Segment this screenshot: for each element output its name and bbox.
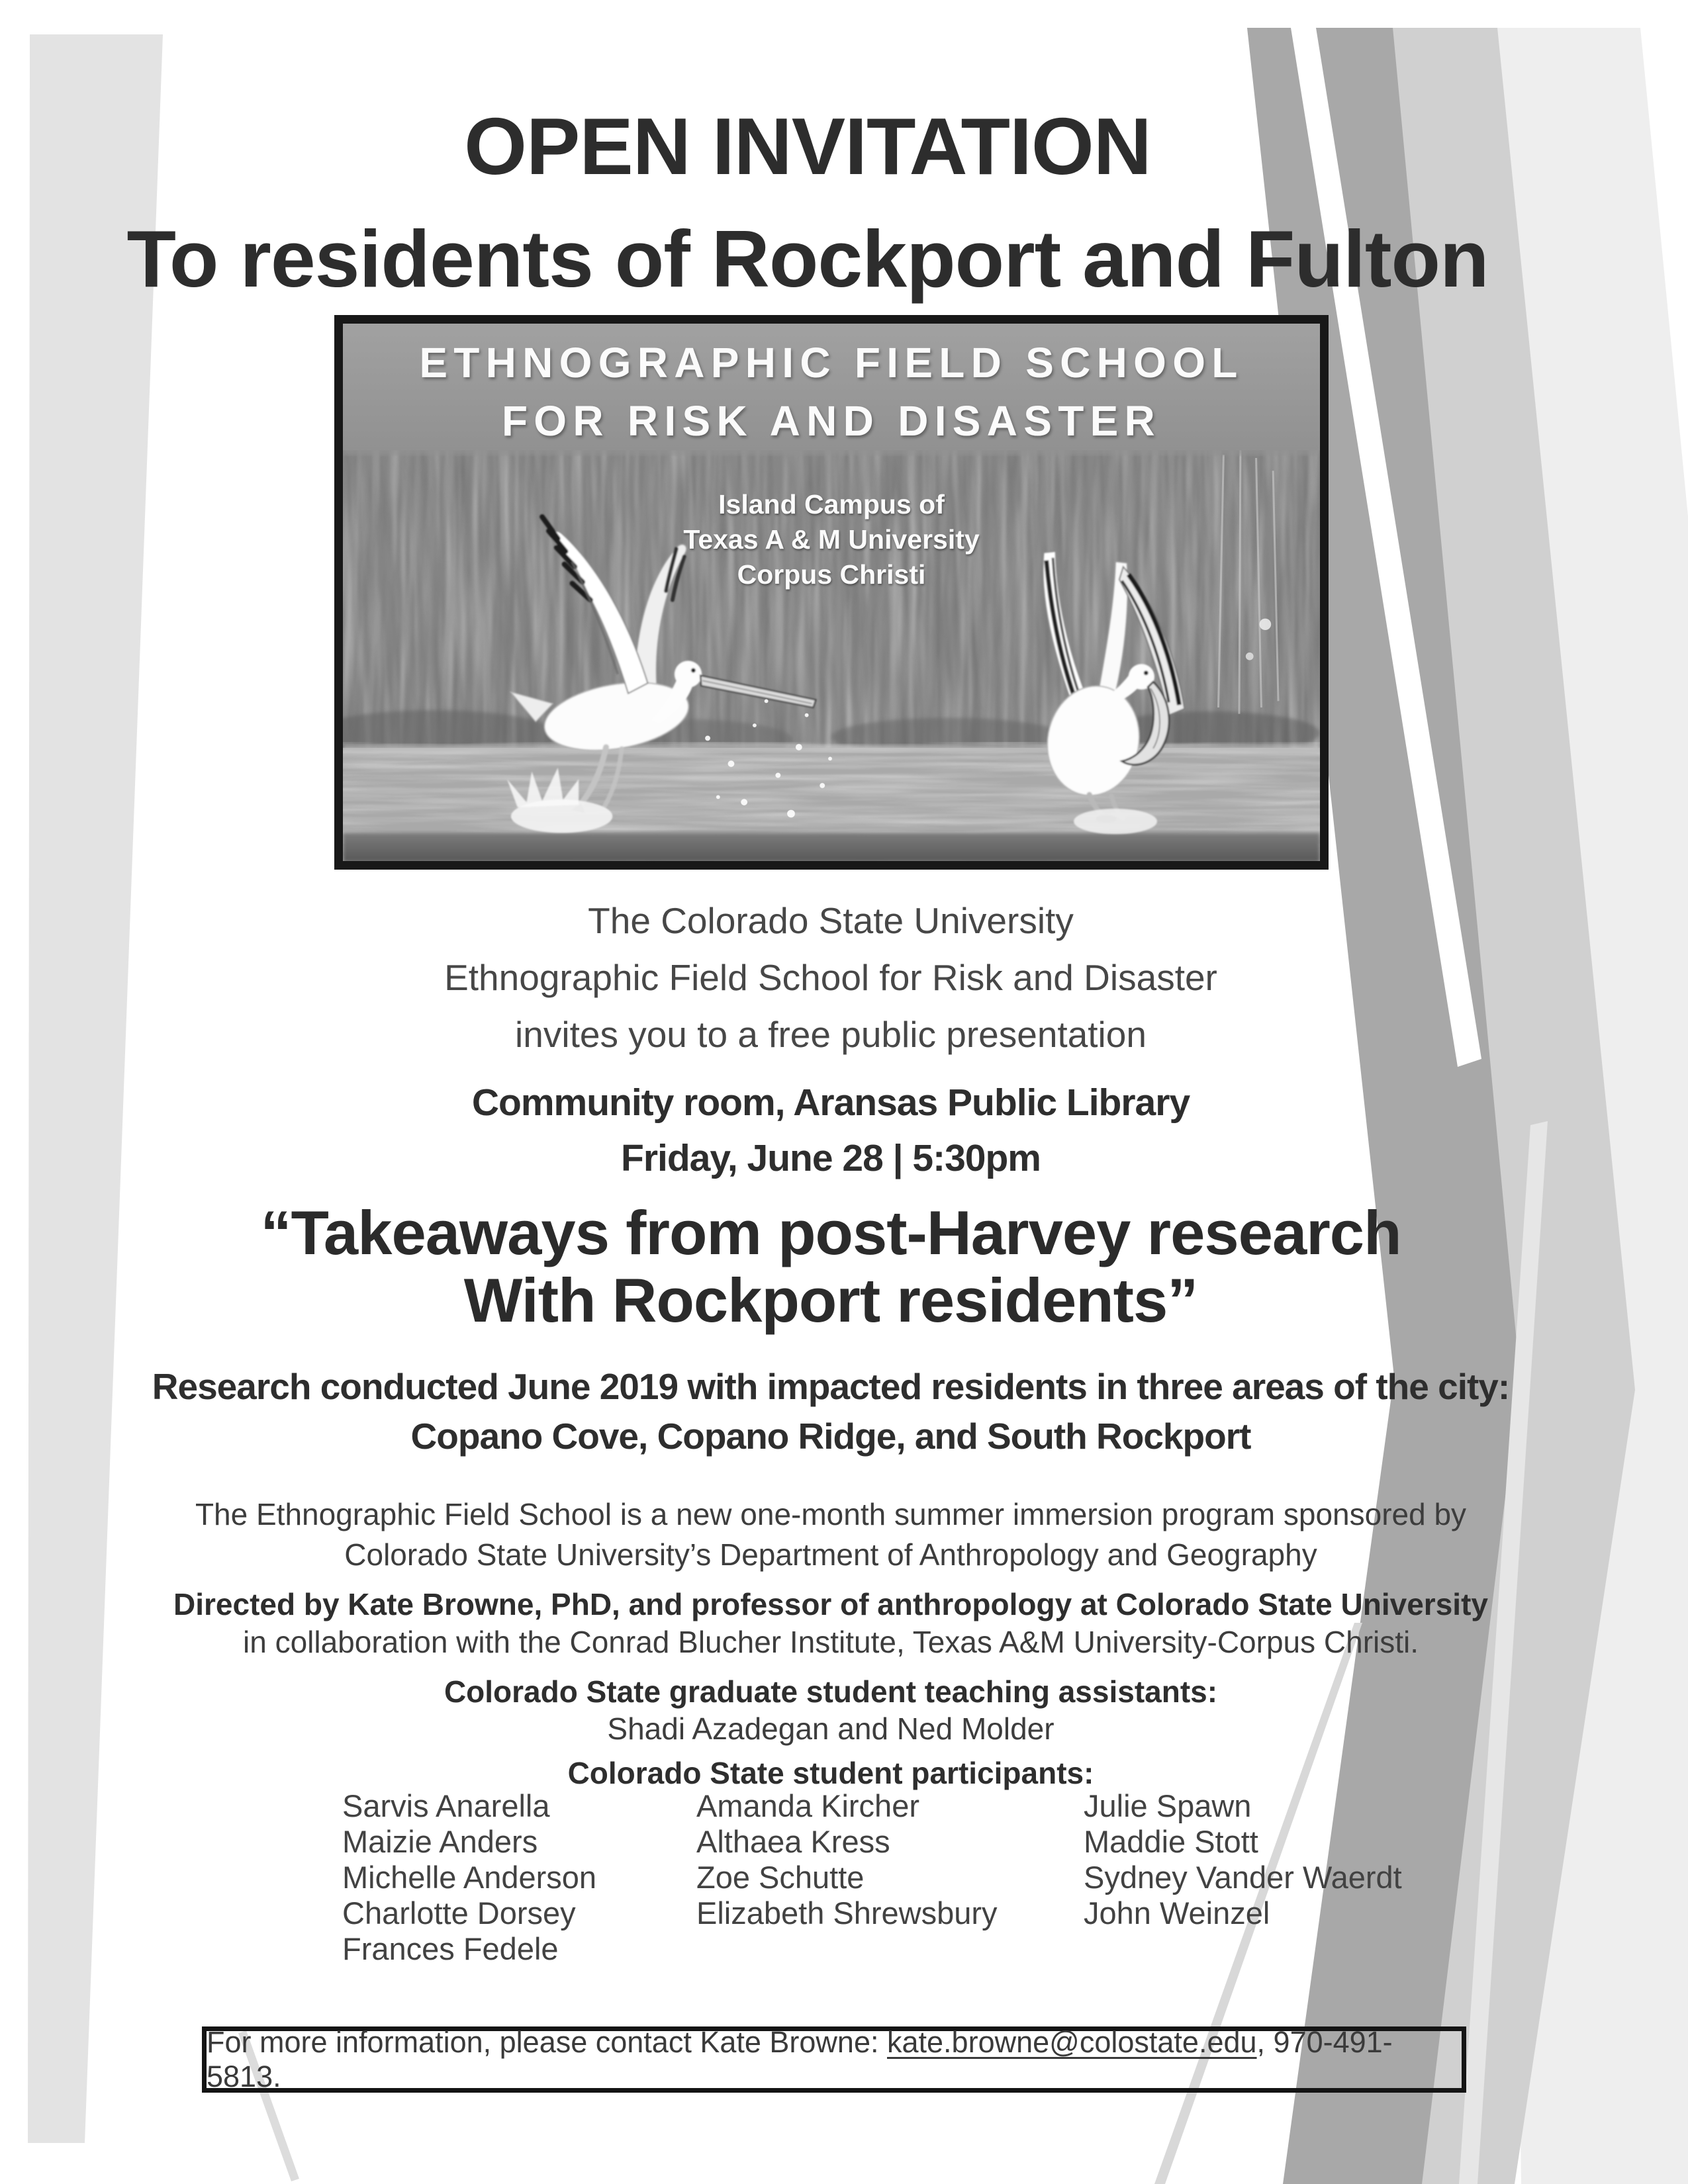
- participant-name: Elizabeth Shrewsbury: [696, 1895, 998, 1931]
- email-link[interactable]: kate.browne@colostate.edu: [887, 2025, 1257, 2059]
- teaching-assistants: [119, 1673, 1542, 1747]
- event-photo: [334, 315, 1329, 870]
- title-line1: OPEN INVITATION: [464, 101, 1151, 191]
- contact-box: [202, 2026, 1466, 2093]
- photo-banner-line1: ETHNOGRAPHIC FIELD SCHOOL: [419, 339, 1244, 387]
- participant-name: Frances Fedele: [342, 1931, 559, 1966]
- participants-column-2: [696, 1788, 998, 1931]
- photo-campus-line3: Corpus Christi: [737, 559, 926, 590]
- directed-by: [119, 1586, 1542, 1661]
- intro-line1: The Colorado State University: [588, 900, 1074, 941]
- research-summary: [119, 1362, 1542, 1461]
- quote-line2: With Rockport residents”: [463, 1265, 1198, 1335]
- contact-text-after: , 970-491-5813.: [207, 2025, 1393, 2093]
- participants-column-1: [342, 1788, 596, 1967]
- title-line2: To residents of Rockport and Fulton: [126, 214, 1489, 304]
- research-line2: Copano Cove, Copano Ridge, and South Rockport: [410, 1416, 1251, 1457]
- collaboration-line: in collaboration with the Conrad Blucher Institute, Texas A&M University-Corpus Christi.: [242, 1625, 1419, 1659]
- intro-line3: invites you to a free public presentation: [515, 1014, 1147, 1055]
- program-line1: The Ethnographic Field School is a new one-month summer immersion program sponsored by: [195, 1497, 1467, 1531]
- participant-name: John Weinzel: [1084, 1895, 1270, 1931]
- flyer-title: [0, 91, 1615, 314]
- assistants-heading: Colorado State graduate student teaching assistants:: [444, 1674, 1218, 1709]
- participant-name: Michelle Anderson: [342, 1860, 597, 1895]
- participant-name: Maizie Anders: [342, 1824, 538, 1859]
- venue-text: [119, 1075, 1542, 1186]
- photo-campus-line1: Island Campus of: [718, 489, 945, 520]
- contact-text: [207, 2025, 1462, 2094]
- research-line1: Research conducted June 2019 with impacted residents in three areas of the city:: [152, 1366, 1510, 1407]
- program-line2: Colorado State University’s Department of Anthropology and Geography: [344, 1537, 1317, 1572]
- presentation-title: [119, 1199, 1542, 1334]
- participant-name: Maddie Stott: [1084, 1824, 1258, 1859]
- participants-heading: Colorado State student participants:: [567, 1756, 1094, 1790]
- venue-line1: Community room, Aransas Public Library: [471, 1081, 1190, 1124]
- program-description: [119, 1494, 1542, 1575]
- participant-name: Sydney Vander Waerdt: [1084, 1860, 1402, 1895]
- venue-line2: Friday, June 28 | 5:30pm: [621, 1137, 1041, 1179]
- participant-name: Charlotte Dorsey: [342, 1895, 576, 1931]
- directed-bold-line: Directed by Kate Browne, PhD, and professor of anthropology at Colorado State University: [173, 1587, 1488, 1621]
- photo-campus-line2: Texas A & M University: [683, 524, 980, 555]
- participants-heading-block: [119, 1755, 1542, 1791]
- intro-text: [119, 892, 1542, 1063]
- assistants-names: Shadi Azadegan and Ned Molder: [607, 1711, 1055, 1746]
- participants-column-3: [1084, 1788, 1402, 1931]
- intro-line2: Ethnographic Field School for Risk and Disaster: [444, 957, 1217, 998]
- photo-banner-line2: FOR RISK AND DISASTER: [501, 397, 1162, 445]
- participant-name: Zoe Schutte: [696, 1860, 865, 1895]
- quote-line1: “Takeaways from post-Harvey research: [260, 1198, 1401, 1267]
- participant-name: Julie Spawn: [1084, 1788, 1252, 1823]
- participant-name: Sarvis Anarella: [342, 1788, 550, 1823]
- contact-text-before: For more information, please contact Kate Browne:: [207, 2025, 887, 2059]
- participant-name: Amanda Kircher: [696, 1788, 919, 1823]
- participant-name: Althaea Kress: [696, 1824, 890, 1859]
